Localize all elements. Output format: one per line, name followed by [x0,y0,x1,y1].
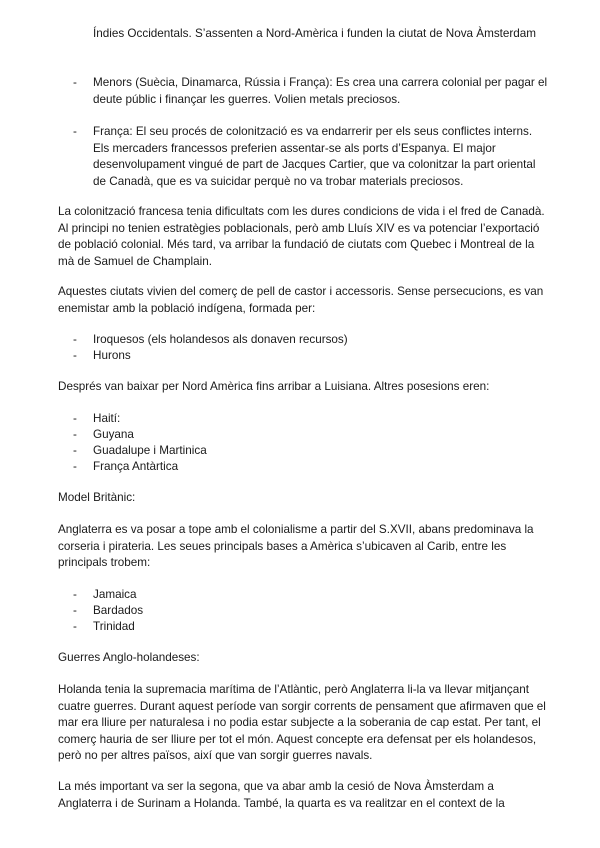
paragraph-british: Anglaterra es va posar a tope amb el colonialisme a partir del S.XVII, abans predominava la corseria i pirateria. Les seues principals bases a Amèrica s’ubicaven al Carib, entre les principals trobem: [58,523,534,569]
list-item-guadalupe [73,443,548,460]
paragraph-cities: Aquestes ciutats vivien del comerç de pell de castor i accessoris. Sense persecucions, es van enemistar amb la població indígena, formada per: [58,285,544,315]
list-dash: - [73,444,77,457]
list-item-text: Hurons [93,349,131,362]
list-item-text: França: El seu procés de colonització es va endarrerir per els seus conflictes interns. Els mercaders francessos preferien assentar-se als ports d’Espanya. El major desenvolupament vingué de part de Jacques Cartier, que va colonitzar la part oriental de Canadà, que es va suicidar perquè no va trobar materials preciosos. [93,125,536,188]
list-dash: - [73,588,77,601]
list-item-hurons [73,348,548,365]
heading-anglo-dutch-wars: Guerres Anglo-holandeses: [58,651,200,664]
list-item-text: Trinidad [93,620,135,633]
paragraph-french-colonization: La colonització francesa tenia dificultats com les dures condicions de vida i el fred de Canadà. Al principi no tenien estratègies poblacionals, però amb Lluís XIV es va potenciar l’exportació de població colonial. Més tard, va arribar la fundació de ciutats com Quebec i Montreal de la mà de Samuel de Champlain. [58,205,545,268]
heading-british-model: Model Britànic: [58,491,136,504]
list-item-text: Haití: [93,412,121,425]
list-item-antarctic-france [73,459,548,476]
list-item-text: Jamaica [93,588,137,601]
list-dash: - [73,428,77,441]
list-item-guyana [73,427,548,444]
list-item-text: França Antàrtica [93,460,179,473]
paragraph-anglo-dutch-wars: Holanda tenia la supremacia marítima de l’Atlàntic, però Anglaterra li-la va llevar mitjançant cuatre guerres. Durant aquest període van sorgir corrents de pensament que afirmaven que el mar era lliure per naturalesa i no podia estar subjecte a la soberania de cap estat. Per tant, el comerç hauria de ser lliure per tot el món. Aquest concepte era defensat per els holandesos, però no per altres països, així que van sorgir guerres navals. [58,683,546,762]
list-item-jamaica [73,587,548,604]
paragraph-louisiana: Després van baixar per Nord Amèrica fins arribar a Luisiana. Altres posesions eren: [58,380,490,393]
list-item-text: Bardados [93,604,144,617]
list-dash: - [73,349,77,362]
list-item-trinidad [73,619,548,636]
list-dash: - [73,620,77,633]
list-item-text: Guyana [93,428,134,441]
list-dash: - [73,333,77,346]
list-item-text: Guadalupe i Martinica [93,444,207,457]
list-item-iroquois [73,332,548,349]
list-item-minor-powers [73,75,548,108]
list-item-barbados [73,603,548,620]
list-item-france [73,124,548,190]
list-item-haiti [73,411,548,428]
list-item-text: Menors (Suècia, Dinamarca, Rússia i França): Es crea una carrera colonial per pagar el deute públic i finançar les guerres. Volien metals preciosos. [93,76,548,106]
list-dash: - [73,604,77,617]
list-dash: - [73,76,77,89]
list-dash: - [73,412,77,425]
paragraph-second-war: La més important va ser la segona, que va abar amb la cesió de Nova Àmsterdam a Anglaterra i de Surinam a Holanda. També, la quarta es va realitzar en el context de la [58,780,505,810]
intro-continuation: Índies Occidentals. S’assenten a Nord-Amèrica i funden la ciutat de Nova Àmsterdam [93,27,537,40]
list-item-text: Iroquesos (els holandesos als donaven recursos) [93,333,348,346]
list-dash: - [73,125,77,138]
list-dash: - [73,460,77,473]
